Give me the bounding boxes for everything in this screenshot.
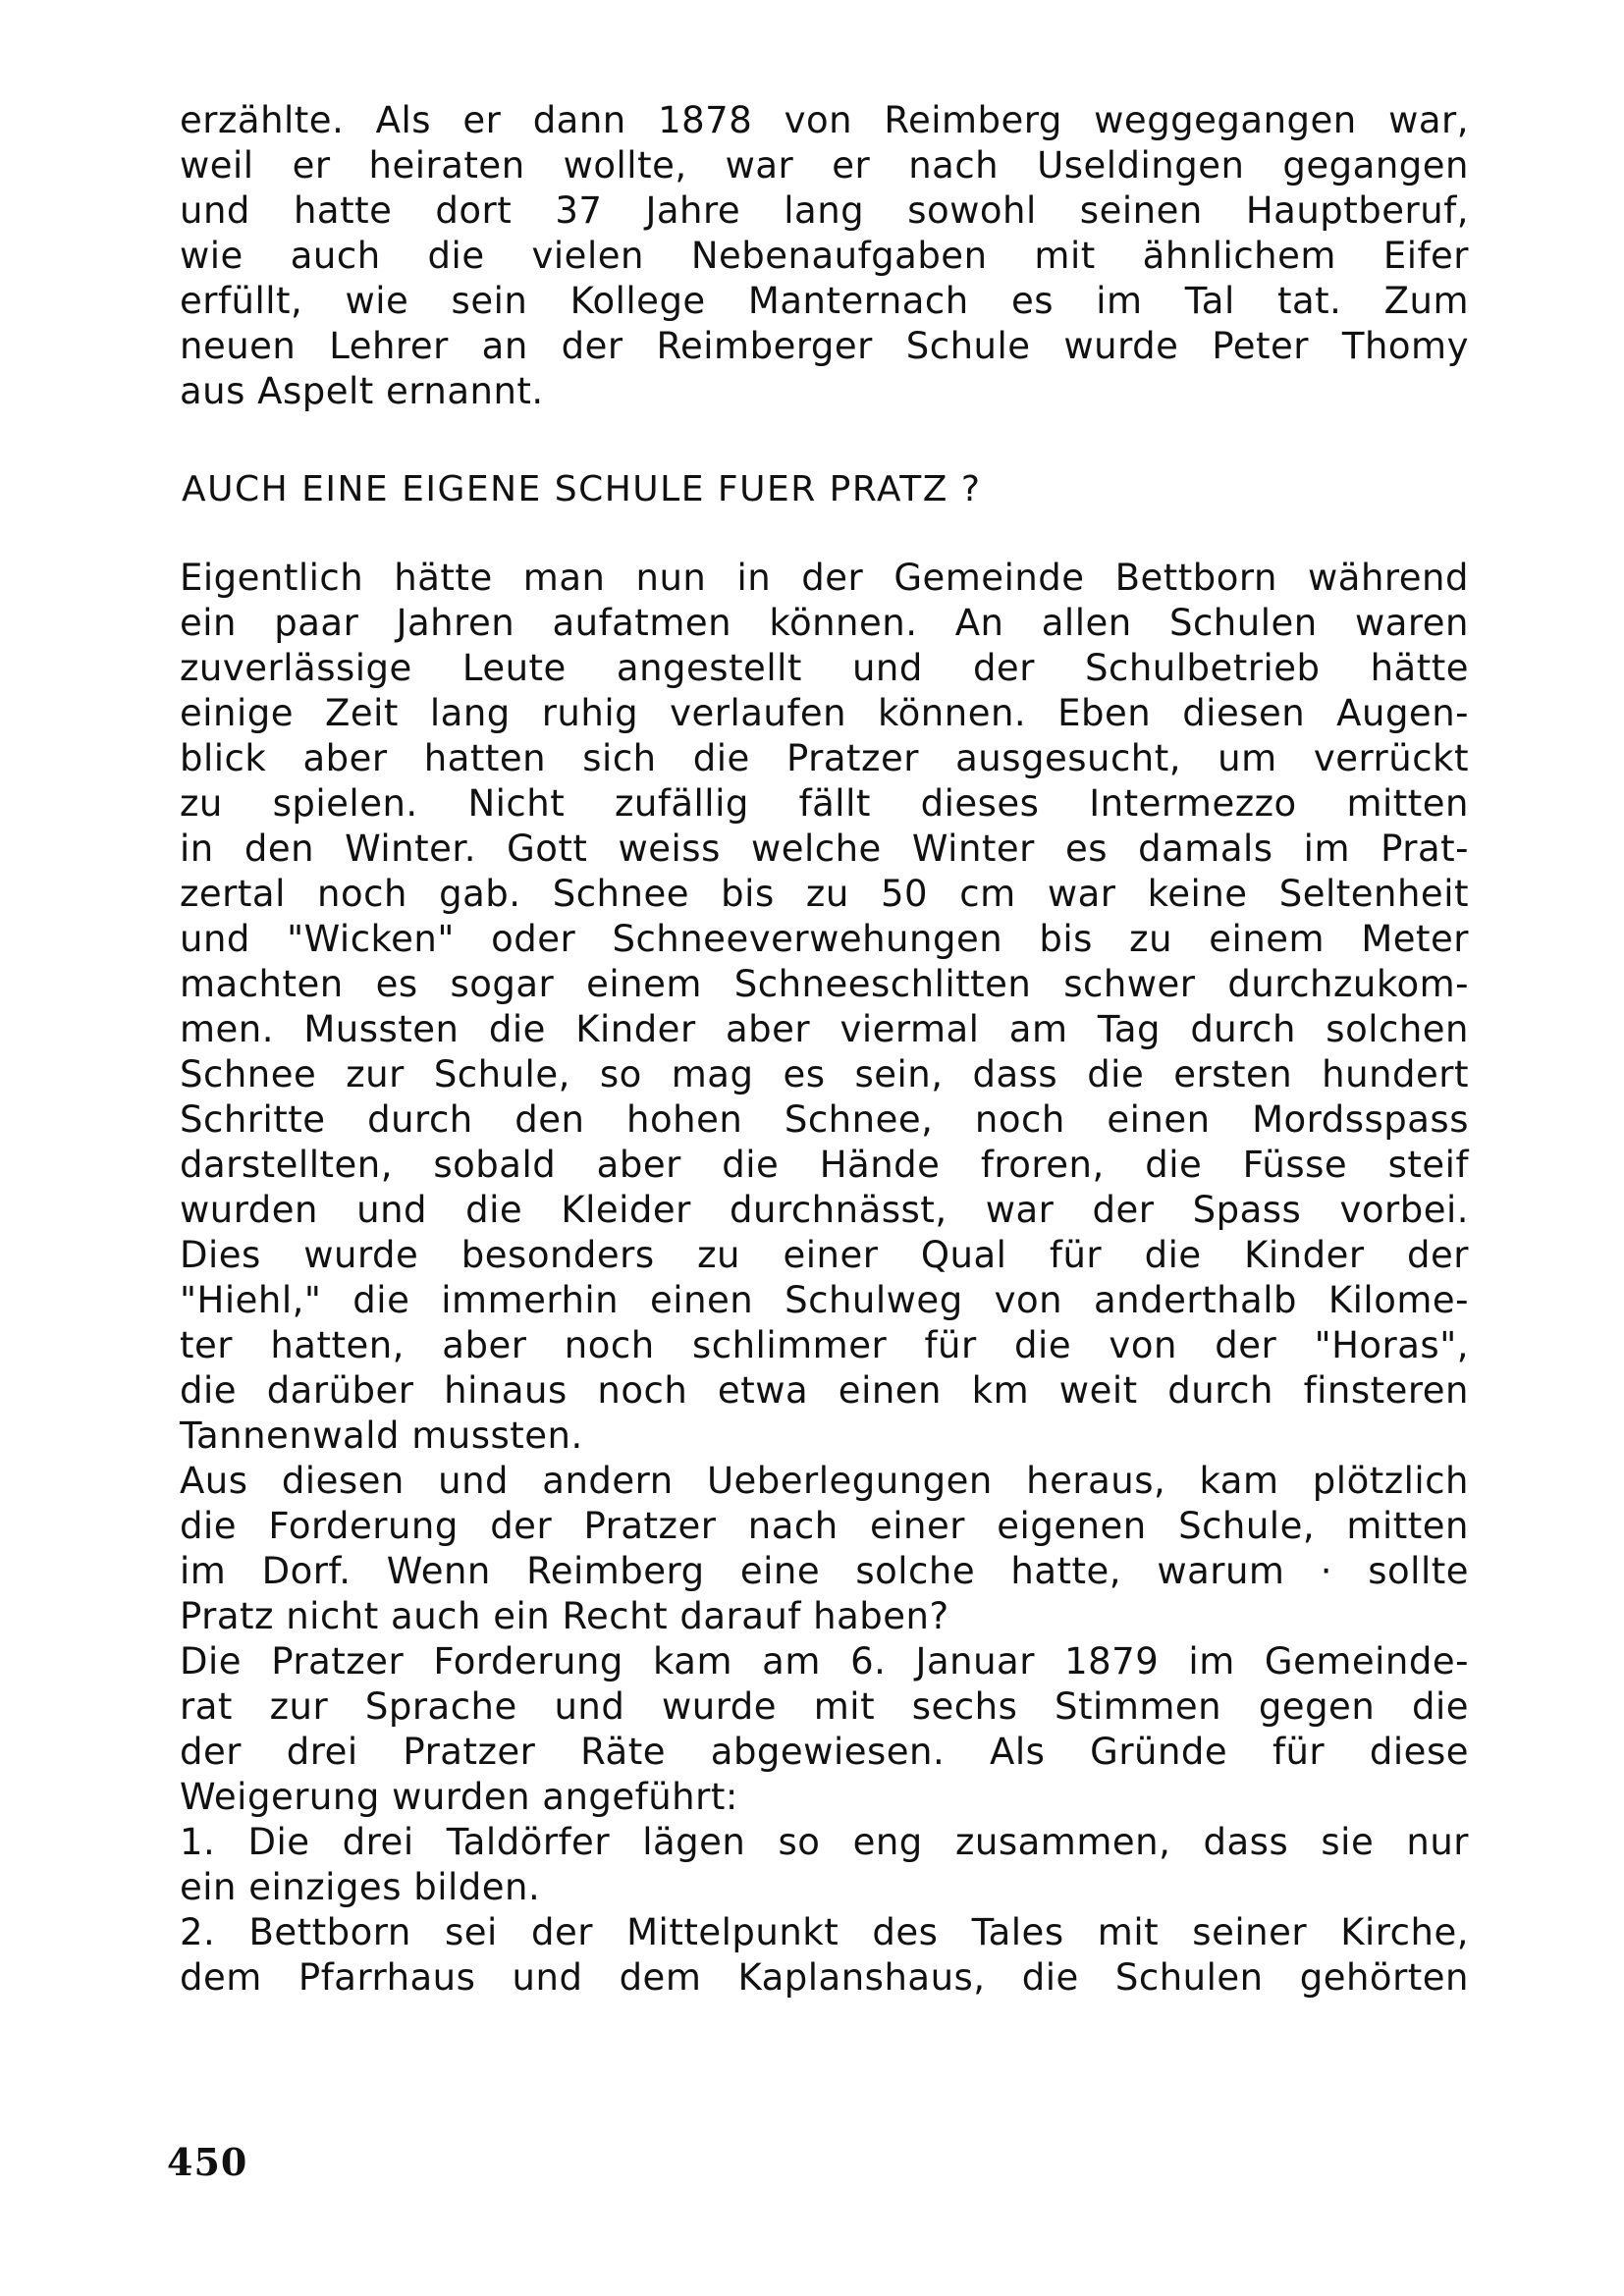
body-text (180, 556, 1469, 2001)
text-line: zuverlässige Leute angestellt und der Schulbetrieb hätte (180, 647, 1469, 689)
text-line: wurden und die Kleider durchnässt, war der Spass vorbei. (180, 1189, 1469, 1231)
text-line: Pratz nicht auch ein Recht darauf haben? (180, 1595, 949, 1637)
section-heading: AUCH EINE EIGENE SCHULE FUER PRATZ ? (182, 469, 982, 509)
text-line: men. Mussten die Kinder aber viermal am Tag durch solchen (180, 1008, 1469, 1050)
text-line: ein paar Jahren aufatmen können. An allen Schulen waren (180, 602, 1469, 644)
text-line: die darüber hinaus noch etwa einen km weit durch finsteren (180, 1369, 1469, 1412)
text-line: 2. Bettborn sei der Mittelpunkt des Tales mit seiner Kirche, (180, 1911, 1469, 1953)
text-line: zertal noch gab. Schnee bis zu 50 cm war keine Seltenheit (180, 873, 1469, 915)
text-line: blick aber hatten sich die Pratzer ausgesucht, um verrückt (180, 737, 1469, 779)
text-line: die Forderung der Pratzer nach einer eigenen Schule, mitten (180, 1505, 1469, 1547)
text-line: Dies wurde besonders zu einer Qual für die Kinder der (180, 1234, 1469, 1276)
text-line: erfüllt, wie sein Kollege Manternach es im Tal tat. Zum (180, 280, 1469, 322)
text-line: "Hiehl," die immerhin einen Schulweg von anderthalb Kilome- (180, 1279, 1469, 1321)
text-line: ein einziges bilden. (180, 1866, 541, 1908)
text-line: zu spielen. Nicht zufällig fällt dieses Intermezzo mitten (180, 782, 1469, 825)
text-line: und "Wicken" oder Schneeverwehungen bis zu einem Meter (180, 918, 1469, 960)
text-line: Schritte durch den hohen Schnee, noch einen Mordsspass (180, 1098, 1469, 1141)
text-line: dem Pfarrhaus und dem Kaplanshaus, die Schulen gehörten (180, 1956, 1469, 1999)
text-line: in den Winter. Gott weiss welche Winter es damals im Prat- (180, 828, 1469, 870)
text-line: Eigentlich hätte man nun in der Gemeinde Bettborn während (180, 557, 1469, 599)
page-number: 450 (167, 2140, 248, 2184)
text-line: und hatte dort 37 Jahre lang sowohl seinen Hauptberuf, (180, 189, 1469, 232)
text-line: Weigerung wurden angeführt: (180, 1776, 738, 1818)
text-line: der drei Pratzer Räte abgewiesen. Als Gründe für diese (180, 1731, 1469, 1773)
text-line: einige Zeit lang ruhig verlaufen können. Eben diesen Augen- (180, 692, 1469, 734)
text-line: 1. Die drei Taldörfer lägen so eng zusammen, dass sie nur (180, 1821, 1469, 1863)
text-line: erzählte. Als er dann 1878 von Reimberg weggegangen war, (180, 99, 1469, 141)
text-line: rat zur Sprache und wurde mit sechs Stimmen gegen die (180, 1685, 1469, 1728)
text-line: machten es sogar einem Schneeschlitten schwer durchzukom- (180, 963, 1469, 1005)
top-paragraph (180, 98, 1469, 414)
text-line: ter hatten, aber noch schlimmer für die von der "Horas", (180, 1324, 1469, 1366)
text-line: wie auch die vielen Nebenaufgaben mit ähnlichem Eifer (180, 235, 1469, 277)
text-line: weil er heiraten wollte, war er nach Useldingen gegangen (180, 144, 1469, 187)
text-line: Schnee zur Schule, so mag es sein, dass die ersten hundert (180, 1053, 1469, 1095)
text-line: darstellten, sobald aber die Hände froren, die Füsse steif (180, 1144, 1469, 1186)
text-line: Die Pratzer Forderung kam am 6. Januar 1879 im Gemeinde- (180, 1640, 1469, 1682)
text-line: aus Aspelt ernannt. (180, 370, 544, 412)
text-line: Aus diesen und andern Ueberlegungen heraus, kam plötzlich (180, 1460, 1469, 1502)
text-line: Tannenwald mussten. (180, 1415, 583, 1457)
text-line: neuen Lehrer an der Reimberger Schule wurde Peter Thomy (180, 325, 1469, 367)
text-line: im Dorf. Wenn Reimberg eine solche hatte, warum · sollte (180, 1550, 1469, 1592)
